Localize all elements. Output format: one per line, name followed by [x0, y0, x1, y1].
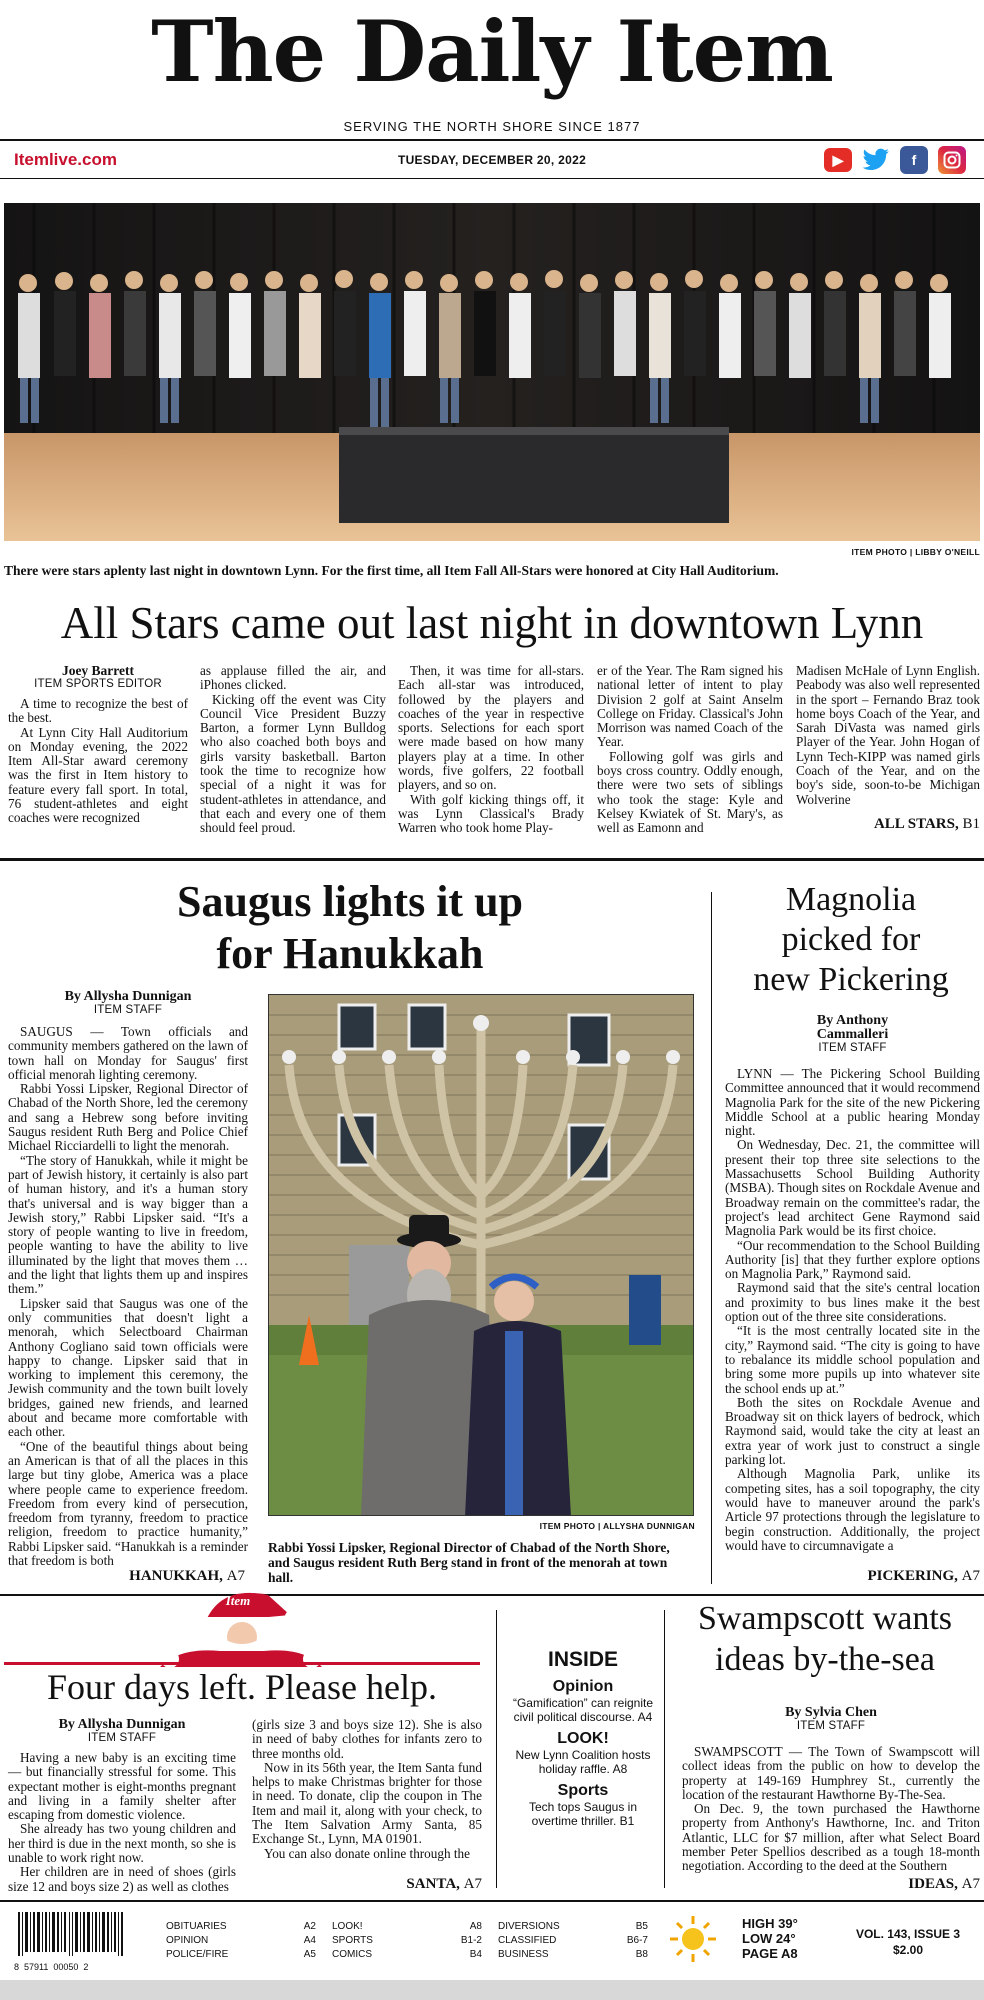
paragraph: You can also donate online through the: [264, 1845, 470, 1861]
saugus-photo-credit: ITEM PHOTO | ALLYSHA DUNNIGAN: [539, 1521, 695, 1531]
magnolia-text: [725, 1014, 980, 1553]
index-label: COMICS: [332, 1949, 372, 1960]
paragraph: “The story of Hanukkah, while it might be part of Jewish history, it certainly is also part of human history, and it's a human story that's universal and is way bigger than a Jewish story,” Rabbi Lipsker said. “It's a story of people wanting to live in freedom, people wanting to have the ability to live illuminated by the light that moves them … and the light that lights them up and inspires them.”: [8, 1152, 248, 1297]
allstars-col4: [597, 664, 783, 836]
saugus-author: By Allysha Dunnigan: [64, 989, 192, 1004]
jump-page: A7: [463, 1876, 482, 1892]
paragraph: SAUGUS — Town officials and community members gathered on the lawn of town hall on Monday for Saugus' first official menorah lighting ceremony.: [8, 1024, 248, 1082]
paragraph: Both the sites on Rockdale Avenue and Broadway sit on thick layers of bedrock, which Raymond said, would take the city at least an extra year of work just to construct a single parking lot.: [725, 1394, 980, 1468]
swampscott-text: [682, 1706, 980, 1874]
allstars-col5: [796, 664, 980, 807]
paragraph: (girls size 3 and boys size 12). She is also in need of baby clothes for infants zero to three months old.: [252, 1717, 482, 1761]
footer-rule: [0, 1900, 984, 1902]
index-row[interactable]: [332, 1948, 482, 1962]
paragraph: LYNN — The Pickering School Building Committee announced that it would recommend Magnolia Park for the site of the new Pickering Middle School at a public hearing Monday night.: [725, 1066, 980, 1139]
index-label: CLASSIFIED: [498, 1935, 557, 1946]
index-row[interactable]: [166, 1948, 316, 1962]
barcode-number: 8 57911 00050 2: [14, 1962, 89, 1972]
paragraph: as applause filled the air, and iPhones clicked.: [200, 663, 386, 693]
index-row[interactable]: [498, 1948, 648, 1962]
index-label: BUSINESS: [498, 1949, 549, 1960]
santa-jump[interactable]: [352, 1876, 482, 1893]
section-rule-1: [0, 858, 984, 861]
paragraph: Rabbi Yossi Lipsker, Regional Director of Chabad of the North Shore, led the ceremony and sang a Hebrew song before inviting Saugus resident Ruth Berg and Police Chief Michael Ricciardelli to light the menorah.: [8, 1081, 248, 1154]
swampscott-author-title: ITEM STAFF: [796, 1720, 866, 1732]
paragraph: Now in its 56th year, the Item Santa fund helps to make Christmas brighter for those in need. To donate, clip the coupon in The Item and mail it, along with your check, to The Item Salvation Army Santa, 85 Exchange St., Lynn, MA 01901.: [252, 1759, 482, 1847]
swampscott-headline-line2: ideas by-the-sea: [715, 1641, 935, 1678]
youtube-icon[interactable]: ▶: [824, 148, 852, 172]
jump-page: A7: [226, 1568, 245, 1584]
volume: VOL. 143, ISSUE 3: [855, 1927, 961, 1941]
volume-info: [848, 1926, 968, 1958]
allstars-author: Joey Barrett: [61, 663, 135, 678]
index-page: B8: [635, 1949, 648, 1960]
index-row[interactable]: [498, 1920, 648, 1934]
allstars-headline: All Stars came out last night in downtown Lynn: [60, 598, 924, 648]
masthead-rule-top: [0, 139, 984, 141]
saugus-text: [8, 990, 248, 1568]
swampscott-jump[interactable]: [908, 1876, 980, 1893]
magnolia-headline: [722, 880, 980, 1000]
index-row[interactable]: [332, 1934, 482, 1948]
weather[interactable]: [742, 1916, 822, 1961]
index-row[interactable]: [498, 1934, 648, 1948]
swampscott-headline-line1: Swampscott wants: [697, 1600, 953, 1637]
paragraph: “Our recommendation to the School Building Authority [is] that they further explore options on Magnolia Park,” Raymond said.: [725, 1237, 980, 1282]
barcode: [14, 1912, 136, 1972]
index-label: SPORTS: [332, 1935, 373, 1946]
column-rule-magnolia: [711, 892, 712, 1584]
saugus-photo: [268, 994, 694, 1516]
weather-page: PAGE A8: [742, 1946, 798, 1961]
paragraph: On Dec. 9, the town purchased the Hawthorne property from Anthony's Hawthorne, Inc. and Triton Atlantic, LLC for $7 million, after what Select Board member Peter Spellios described as a tough 18-month negotiation. According to the deed at the Southern: [682, 1801, 980, 1874]
section-rule-2: [0, 1594, 984, 1596]
index-col1: [166, 1920, 316, 1962]
santa-col1: [8, 1718, 236, 1894]
instagram-icon[interactable]: [938, 146, 966, 174]
paragraph: On Wednesday, Dec. 21, the committee will present their top three site selections to the Massachusetts School Building Authority (MSBA). Though sites on Rockdale Avenue and Broadway remain on the committee's radar, the project's lead architect Gene Raymond said Magnolia Park would be its first choice.: [725, 1137, 980, 1239]
inside-box: [508, 1648, 658, 1828]
paragraph: Then, it was time for all-stars. Each all-star was introduced, followed by the players and coaches of the year in respective sports. Selections for each sport were made based on how many players play at a time. In other words, five golfers, 22 football players, and so on.: [398, 663, 584, 793]
inside-title: INSIDE: [547, 1648, 618, 1671]
paragraph: Kicking off the event was City Council Vice President Buzzy Barton, a former Lynn Bulldog who also coached both boys and girls varsity basketball. Barton took the time to recognize how special of a night it was for student-athletes in attendance, and that each and every one of them should feel proud.: [200, 691, 386, 836]
index-label: DIVERSIONS: [498, 1921, 560, 1932]
jump-label: PICKERING,: [867, 1568, 958, 1584]
weather-low: LOW 24°: [742, 1931, 796, 1946]
photo1-caption: There were stars aplenty last night in downtown Lynn. For the first time, all Item Fall All-Stars were honored at City Hall Auditorium.: [4, 563, 779, 578]
magnolia-author-title: ITEM STAFF: [818, 1042, 887, 1054]
allstars-col1: [8, 664, 188, 826]
masthead-title: The Daily Item: [151, 2, 833, 101]
magnolia-author-line1: By Anthony: [816, 1013, 889, 1028]
jump-page: B1: [962, 816, 980, 832]
swampscott-author: By Sylvia Chen: [785, 1705, 877, 1720]
bottom-strip: [0, 1980, 984, 2000]
twitter-icon[interactable]: [862, 146, 890, 174]
index-row[interactable]: [166, 1934, 316, 1948]
paragraph: “It is the most centrally located site in the city,” Raymond said. “The city is going to have to rebalance its middle school population and bring some more pupils up into whatever site the school ends up at.”: [725, 1323, 980, 1396]
inside-item-sports-text: Tech tops Saugus in overtime thriller. B1: [528, 1800, 638, 1828]
jump-page: A7: [961, 1568, 980, 1584]
index-col3: [498, 1920, 648, 1962]
inside-item-opinion-head[interactable]: Opinion: [552, 1678, 614, 1695]
paragraph: With golf kicking things off, it was Lynn Classical's Brady Warren who took home Play-: [398, 791, 584, 836]
magnolia-author-line2: Cammalleri: [816, 1027, 889, 1042]
inside-item-sports-head[interactable]: Sports: [557, 1782, 609, 1799]
saugus-headline-line1: Saugus lights it up: [176, 877, 524, 926]
paragraph: Following golf was girls and boys cross country. Oddly enough, there were two sets of siblings who took the stage: Kyle and Kelsey Kwiatek of St. Mary's, as well as Eamonn and: [597, 748, 783, 836]
magnolia-headline-line1: Magnolia: [785, 881, 917, 918]
magnolia-headline-line3: new Pickering: [753, 961, 949, 998]
jump-label: HANUKKAH,: [129, 1568, 223, 1584]
facebook-icon[interactable]: f: [900, 146, 928, 174]
index-label: OBITUARIES: [166, 1921, 227, 1932]
paragraph: A time to recognize the best of the best.: [8, 696, 188, 726]
index-label: POLICE/FIRE: [166, 1949, 229, 1960]
jump-page: A7: [961, 1876, 980, 1892]
masthead-rule-bottom: [0, 178, 984, 179]
index-page: B4: [469, 1949, 482, 1960]
allstars-photo: [4, 203, 980, 541]
index-page: A2: [303, 1921, 316, 1932]
santa-author: By Allysha Dunnigan: [58, 1717, 186, 1732]
paragraph: Having a new baby is an exciting time — but financially stressful for some. This expectant mother is eight-months pregnant and living in a family shelter after escaping from domestic violence.: [8, 1750, 236, 1823]
paragraph: Although Magnolia Park, unlike its competing sites, has a soil topography, the city would have to maneuver around the park's Article 97 protections through the legislature to begin construction. Additionally, the project would have to circumnavigate a: [725, 1466, 980, 1553]
column-rule-inside-left: [496, 1610, 497, 1888]
inside-item-look-text: New Lynn Coalition hosts holiday raffle. A8: [515, 1748, 651, 1776]
paragraph: Her children are in need of shoes (girls size 12 and boys size 2) as well as clothes: [8, 1864, 236, 1894]
saugus-headline-line2: for Hanukkah: [216, 929, 484, 978]
index-page: A4: [303, 1935, 316, 1946]
jump-label: IDEAS,: [908, 1876, 958, 1892]
paragraph: She already has two young children and her third is due in the next month, so she is unable to work right now.: [8, 1821, 236, 1866]
jump-label: SANTA,: [406, 1876, 460, 1892]
index-page: B5: [635, 1921, 648, 1932]
paragraph: SWAMPSCOTT — The Town of Swampscott will collect ideas from the public on how to develop the property at 149-169 Humphrey St., currently the location of the restaurant Hawthorne By-The-Sea.: [682, 1744, 980, 1802]
allstars-col2: [200, 664, 386, 836]
price: $2.00: [892, 1943, 924, 1957]
saugus-caption: Rabbi Yossi Lipsker, Regional Director of Chabad of the North Shore, and Saugus resident Ruth Berg stand in front of the menorah at town hall.: [268, 1540, 670, 1585]
masthead-tagline: SERVING THE NORTH SHORE SINCE 1877: [343, 119, 641, 134]
santa-badge: Item: [225, 1593, 251, 1608]
site-logo-text: Itemlive.com: [14, 150, 117, 169]
index-label: LOOK!: [332, 1921, 363, 1932]
saugus-author-title: ITEM STAFF: [93, 1004, 163, 1016]
index-col2: [332, 1920, 482, 1962]
column-rule-inside-right: [664, 1610, 665, 1888]
index-page: A8: [469, 1921, 482, 1932]
social-icons: [824, 146, 966, 174]
index-page: B6-7: [626, 1935, 648, 1946]
index-page: B1-2: [460, 1935, 482, 1946]
santa-headline: Four days left. Please help.: [47, 1667, 437, 1707]
sun-icon: [668, 1914, 718, 1964]
allstars-jump[interactable]: [874, 816, 980, 833]
magnolia-jump[interactable]: [867, 1568, 980, 1585]
paragraph: At Lynn City Hall Auditorium on Monday evening, the 2022 Item All-Star award ceremony was the first in Item history to feature every fall sport. In total, 76 student-athletes and eight coaches were recognized: [8, 724, 188, 826]
index-row[interactable]: [332, 1920, 482, 1934]
index-label: OPINION: [166, 1935, 209, 1946]
index-page: A5: [303, 1949, 316, 1960]
jump-label: ALL STARS,: [873, 816, 959, 832]
santa-col2: [252, 1718, 482, 1861]
inside-item-look-head[interactable]: LOOK!: [557, 1730, 609, 1747]
santa-illustration: [150, 1585, 330, 1667]
paragraph: Madisen McHale of Lynn English. Peabody was also well represented in the sport – Fernando Braz took home boys Coach of the Year, and Sarah DiVasta was named girls Player of the Year. John Hogan of Lynn Tech-KIPP was named girls Coach of the Year, and on the boy's side, soon-to-be Michigan Wolverine: [796, 663, 980, 807]
paragraph: er of the Year. The Ram signed his national letter of intent to play Division 2 golf at Saint Anselm College on Friday. Classical's John Morrison was named Coach of the Year.: [597, 663, 783, 750]
paragraph: “One of the beautiful things about being an American is that of all the places in this large but tiny globe, America was a place where people came to experience freedom. Freedom from every kind of persecution, freedom from tyranny, freedom to practice religion, freedom to practice humanity,” Rabbi Lipsker said. “Hanukkah is a reminder that freedom is both: [8, 1438, 248, 1568]
saugus-headline: [90, 876, 610, 980]
photo1-credit: ITEM PHOTO | LIBBY O'NEILL: [851, 547, 980, 557]
santa-red-rule: [4, 1662, 480, 1665]
magnolia-headline-line2: picked for: [781, 921, 921, 958]
paragraph: Lipsker said that Saugus was one of the only communities that doesn't light a menorah, which Selectboard Chairman Anthony Cogliano said town officials were happy to change. Lipsker said that in working to implement this ceremony, the Jewish community and the town built lovely bridges, gained new friends, and learned about and became more comfortable with each other.: [8, 1295, 248, 1440]
masthead-date: TUESDAY, DECEMBER 20, 2022: [397, 153, 587, 167]
allstars-author-title: ITEM SPORTS EDITOR: [34, 678, 162, 690]
barcode-icon: [14, 1912, 136, 1956]
santa-author-title: ITEM STAFF: [87, 1732, 157, 1744]
swampscott-headline: [670, 1598, 980, 1680]
inside-item-opinion-text: “Gamification” can reignite civil political discourse. A4: [512, 1696, 654, 1724]
paragraph: Raymond said that the site's central location and proximity to bus lines make it the best option out of the three site considerations.: [725, 1280, 980, 1325]
weather-high: HIGH 39°: [742, 1916, 798, 1931]
index-row[interactable]: [166, 1920, 316, 1934]
allstars-col3: [398, 664, 584, 836]
saugus-jump[interactable]: [120, 1568, 245, 1585]
